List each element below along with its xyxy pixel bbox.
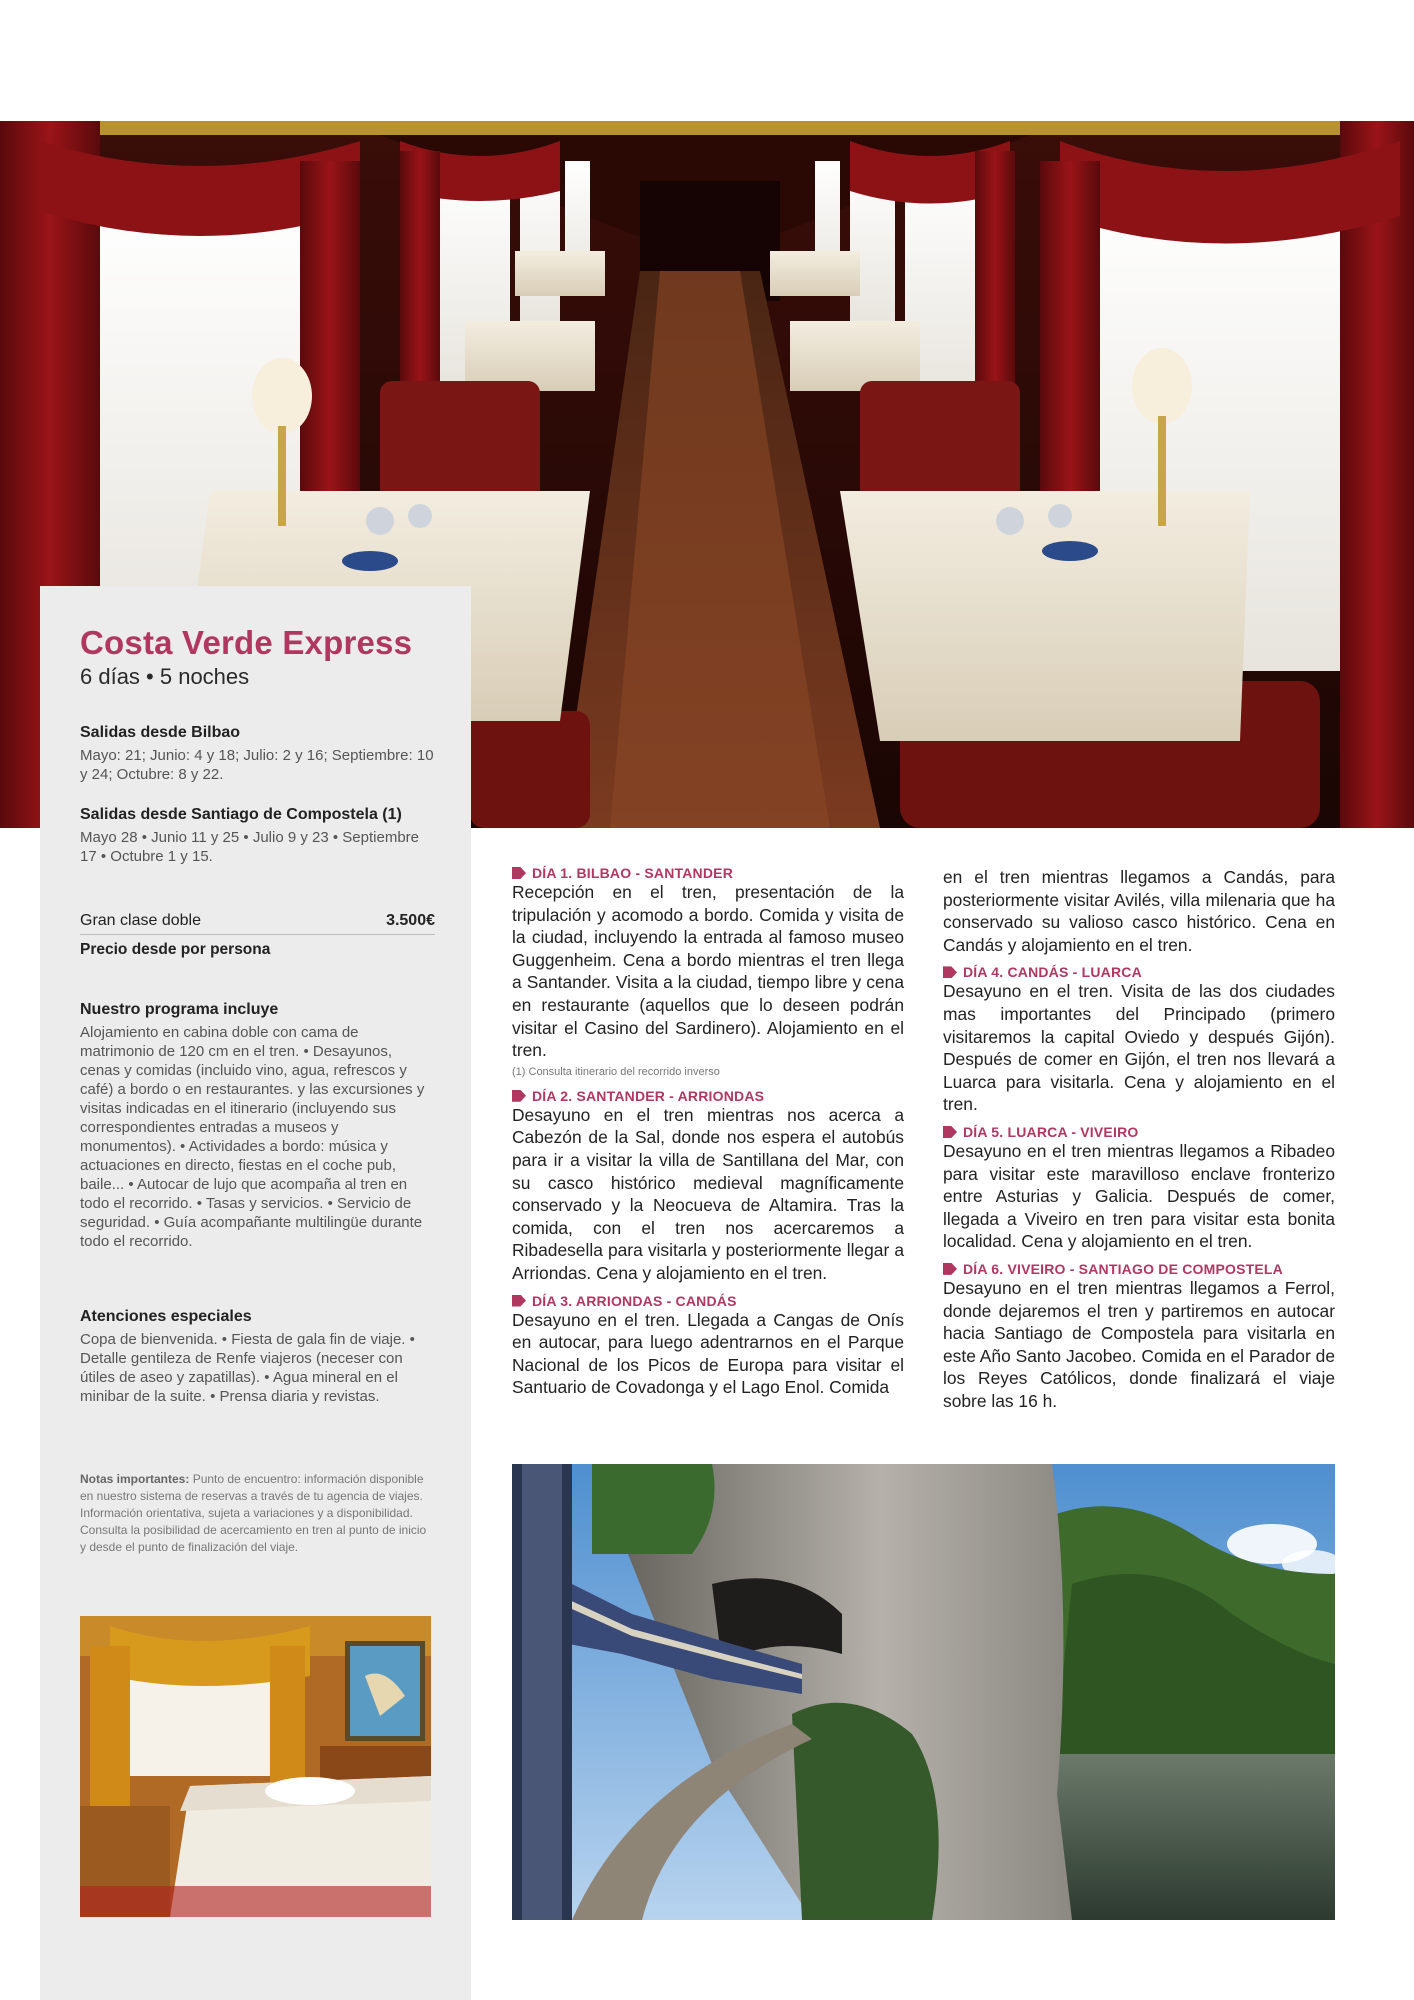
day-1-text: Recepción en el tren, presentación de la tripulación y acomodo a bordo. Comida y visita de la ciudad, incluyendo la entrada al famoso museo Guggenheim. Cena a bordo mientras el tren llega a Santander. Visita a la ciudad, tiempo libre y cena en restaurante (aquellos que lo deseen podrán visitar el Casino del Sardinero). Alojamiento en el tren. [512, 882, 904, 1061]
important-notes [80, 1471, 435, 1556]
day-1-footnote: (1) Consulta itinerario del recorrido inverso [512, 1065, 720, 1078]
price-note: Precio desde por persona [80, 941, 271, 958]
day-3-title-text: DÍA 3. ARRIONDAS - CANDÁS [532, 1292, 737, 1309]
departures-bilbao-dates: Mayo: 21; Junio: 4 y 18; Julio: 2 y 16; Septiembre: 10 y 24; Octubre: 8 y 22. [80, 747, 434, 783]
day-2-title [512, 1088, 904, 1104]
day-marker-icon [512, 1295, 526, 1307]
day-marker-icon [512, 1090, 526, 1102]
day-2-title-text: DÍA 2. SANTANDER - ARRIONDAS [532, 1087, 765, 1104]
day-6-title-text: DÍA 6. VIVEIRO - SANTIAGO DE COMPOSTELA [963, 1260, 1283, 1277]
departures-bilbao-heading: Salidas desde Bilbao [80, 724, 241, 741]
important-notes-para-2: Consulta la posibilidad de acercamiento en tren al punto de inicio y desde el punto de finalización del viaje. [80, 1523, 427, 1554]
price-value: 3.500€ [386, 912, 435, 929]
special-attentions-heading: Atenciones especiales [80, 1308, 252, 1325]
departures-bilbao [80, 724, 435, 784]
day-marker-icon [943, 1126, 957, 1138]
day-6-text: Desayuno en el tren mientras llegamos a Ferrol, donde dejaremos el tren y partiremos en autocar hacia Santiago de Compostela para visitarla en este Año Santo Jacobeo. Comida en el Parador de los Reyes Católicos, donde finalizará el viaje sobre las 16 h. [943, 1277, 1335, 1411]
day-4-title-text: DÍA 4. CANDÁS - LUARCA [963, 964, 1142, 981]
day-marker-icon [943, 966, 957, 978]
trip-title: Costa Verde Express [80, 624, 413, 661]
special-attentions-text: Copa de bienvenida. • Fiesta de gala fin de viaje. • Detalle gentileza de Renfe viajeros (neceser con útiles de aseo y zapatillas). • Agua mineral en el minibar de la suite. • Prensa diaria y revistas. [80, 1331, 415, 1405]
price-row [80, 912, 435, 935]
day-4-text: Desayuno en el tren. Visita de las dos ciudades mas importantes del Principado (primero visitaremos la capital Oviedo y después Gijón). Después de comer en Gijón, el tren nos llevará a Luarca para visitarla. Cena y alojamiento en el tren. [943, 981, 1335, 1115]
day-6-title [943, 1261, 1335, 1277]
day-3-title [512, 1293, 904, 1309]
day-1-title [512, 865, 904, 881]
departures-santiago-dates: Mayo 28 • Junio 11 y 25 • Julio 9 y 23 • Septiembre 17 • Octubre 1 y 15. [80, 829, 419, 865]
day-1-title-text: DÍA 1. BILBAO - SANTANDER [532, 865, 733, 881]
trip-info-panel [40, 586, 471, 2000]
important-notes-text: Punto de encuentro: información disponible en nuestro sistema de reservas a través de tu agencia de viajes. Información orientativa, sujeta a variaciones y a disponibilidad. [80, 1472, 424, 1520]
itinerary-column-1 [512, 865, 904, 1407]
price-block [80, 912, 435, 959]
important-notes-para [80, 1471, 435, 1522]
train-river-landscape-photo [512, 1464, 1335, 1920]
day-5-text: Desayuno en el tren mientras llegamos a Ribadeo para visitar este maravilloso enclave fronterizo entre Asturias y Galicia. Después de comer, llegada a Viveiro en tren para visitar esta bonita localidad. Cena y alojamiento en el tren. [943, 1140, 1335, 1252]
day-5-title-text: DÍA 5. LUARCA - VIVEIRO [963, 1123, 1139, 1140]
day-4-title [943, 964, 1335, 980]
departures-santiago-heading: Salidas desde Santiago de Compostela (1) [80, 806, 402, 823]
price-label: Gran clase doble [80, 912, 201, 929]
day-2-text: Desayuno en el tren mientras nos acerca a Cabezón de la Sal, donde nos espera el autobús para ir a visitar la villa de Santillana del Mar, con su casco histórico medieval magníficamente conservado y la Neocueva de Altamira. Tras la comida, con el tren nos acercaremos a Ribadesella para visitarla y posteriormente llegar a Arriondas. Cena y alojamiento en el tren. [512, 1104, 904, 1283]
departures-santiago [80, 806, 435, 866]
day-3-text-continued: en el tren mientras llegamos a Candás, para posteriormente visitar Avilés, villa milenaria que ha conservado su valioso casco histórico. Cena en Candás y alojamiento en el tren. [943, 867, 1335, 955]
day-marker-icon [512, 867, 526, 879]
special-attentions [80, 1308, 435, 1406]
day-3-text: Desayuno en el tren. Llegada a Cangas de Onís en autocar, para luego adentrarnos en el Parque Nacional de los Picos de Europa para visitar el Santuario de Covadonga y el Lago Enol. Comida [512, 1309, 904, 1398]
cabin-photo [80, 1616, 431, 1917]
trip-duration: 6 días • 5 noches [80, 664, 250, 689]
program-includes-text: Alojamiento en cabina doble con cama de matrimonio de 120 cm en el tren. • Desayunos, cenas y comidas (incluido vino, agua, refrescos y café) a bordo o en restaurantes. y las excursiones y visitas indicadas en el itinerario (incluyendo sus correspondientes entradas a museos y monumentos). • Actividades a bordo: música y actuaciones en directo, fiestas en el coche pub, baile... • Autocar de lujo que acompaña al tren en todo el recorrido. • Tasas y servicios. • Servicio de seguridad. • Guía acompañante multilingüe durante todo el recorrido. [80, 1024, 425, 1250]
day-marker-icon [943, 1263, 957, 1275]
trip-header [80, 624, 433, 690]
day-5-title [943, 1124, 1335, 1140]
program-includes [80, 1001, 435, 1251]
program-includes-heading: Nuestro programa incluye [80, 1001, 279, 1018]
important-notes-label: Notas importantes: [80, 1472, 190, 1486]
itinerary-column-2 [943, 866, 1335, 1420]
